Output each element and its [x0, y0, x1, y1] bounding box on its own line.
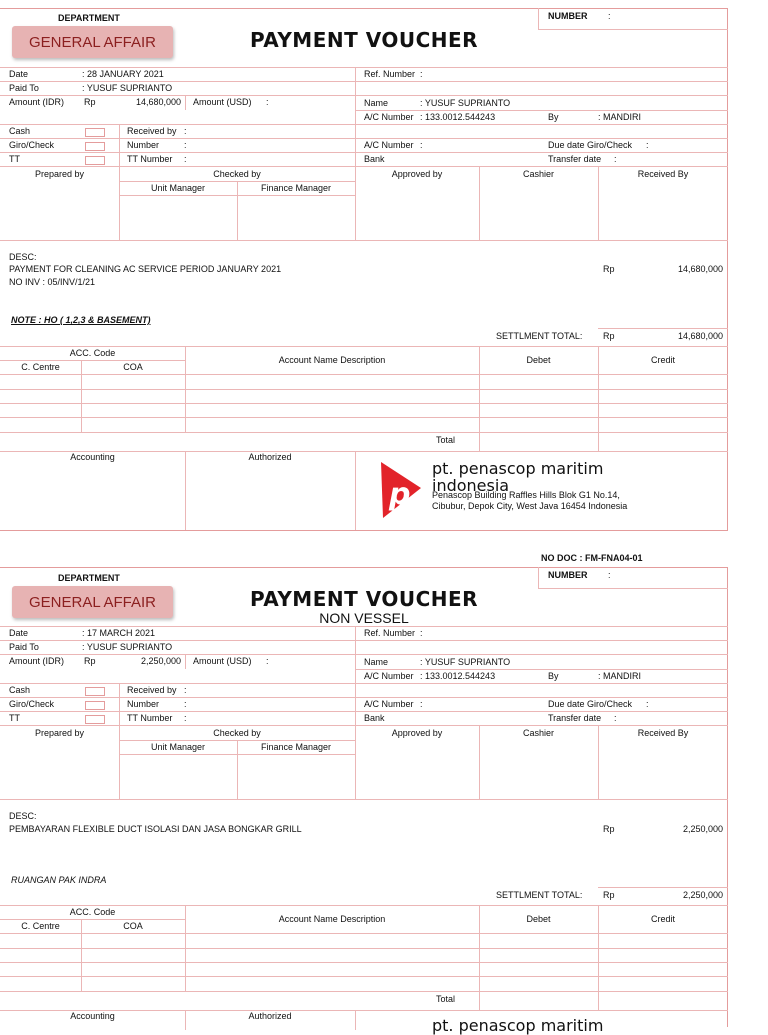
tt-number-value: : — [184, 713, 187, 723]
page-title: PAYMENT VOUCHER — [249, 28, 479, 52]
authorized-label: Authorized — [248, 1011, 292, 1021]
note-text: NOTE : HO ( 1,2,3 & BASEMENT) — [11, 315, 151, 325]
received-by-label: Received by — [127, 126, 177, 136]
tt-checkbox[interactable] — [85, 156, 105, 165]
by-value: : MANDIRI — [598, 671, 642, 681]
department-label: DEPARTMENT — [58, 13, 120, 23]
giro-label: Giro/Check — [9, 140, 55, 150]
ac-number-value: : 133.0012.544243 — [420, 671, 496, 681]
tt-label: TT — [9, 713, 20, 723]
amount-usd-value: : — [266, 97, 269, 107]
total-label: Total — [436, 994, 456, 1004]
amount-idr-value: 2,250,000 — [140, 656, 181, 666]
finance-manager-label: Finance Manager — [260, 742, 332, 752]
ac-number-label: A/C Number — [364, 112, 414, 122]
ac2-value: : — [420, 699, 423, 709]
due-date-label: Due date Giro/Check — [548, 699, 633, 709]
total-label: Total — [436, 435, 456, 445]
desc-amount: 14,680,000 — [677, 264, 723, 274]
amount-currency: Rp — [84, 97, 96, 107]
cashier-label: Cashier — [522, 728, 554, 738]
ac2-value: : — [420, 140, 423, 150]
tt-number-label: TT Number — [127, 154, 173, 164]
desc-line-2: NO INV : 05/INV/1/21 — [9, 277, 96, 287]
company-name: pt. penascop maritim indonesia — [432, 459, 604, 495]
transfer-date-label: Transfer date — [548, 713, 602, 723]
c-centre-header: C. Centre — [21, 921, 60, 931]
department-badge: GENERAL AFFAIR — [12, 586, 173, 618]
transfer-date-value: : — [614, 154, 617, 164]
amount-usd-value: : — [266, 656, 269, 666]
date-value: : 28 JANUARY 2021 — [82, 69, 164, 79]
page-subtitle: NON VESSEL — [319, 610, 409, 626]
amount-idr-label: Amount (IDR) — [9, 656, 65, 666]
number2-value: : — [184, 140, 187, 150]
number-value: : — [608, 11, 611, 21]
credit-header: Credit — [650, 355, 675, 365]
desc-currency: Rp — [603, 264, 615, 274]
by-value: : MANDIRI — [598, 112, 642, 122]
ref-number-value: : — [420, 69, 423, 79]
number-label: NUMBER — [548, 570, 588, 580]
settlement-currency: Rp — [603, 331, 615, 341]
ac2-label: A/C Number — [364, 699, 414, 709]
name-label: Name — [364, 98, 389, 108]
transfer-date-label: Transfer date — [548, 154, 602, 164]
unit-manager-label: Unit Manager — [150, 183, 206, 193]
tt-label: TT — [9, 154, 20, 164]
account-desc-header: Account Name Description — [278, 914, 386, 924]
settlement-amount: 14,680,000 — [677, 331, 723, 341]
payment-voucher-2 — [0, 559, 768, 1035]
number2-label: Number — [127, 140, 160, 150]
ref-number-label: Ref. Number — [364, 69, 416, 79]
c-centre-header: C. Centre — [21, 362, 60, 372]
received-by-value: : — [184, 685, 187, 695]
credit-header: Credit — [650, 914, 675, 924]
bank-label: Bank — [364, 154, 385, 164]
company-logo-icon — [379, 462, 423, 520]
received-by-sig-label: Received By — [637, 728, 689, 738]
coa-header: COA — [123, 362, 143, 372]
accounting-label: Accounting — [70, 452, 115, 462]
due-date-label: Due date Giro/Check — [548, 140, 633, 150]
number-value: : — [608, 570, 611, 580]
company-name: pt. penascop maritim — [432, 1016, 604, 1035]
ref-number-label: Ref. Number — [364, 628, 416, 638]
received-by-label: Received by — [127, 685, 177, 695]
giro-checkbox[interactable] — [85, 701, 105, 710]
amount-usd-label: Amount (USD) — [193, 97, 252, 107]
tt-number-value: : — [184, 154, 187, 164]
finance-manager-label: Finance Manager — [260, 183, 332, 193]
debet-header: Debet — [526, 914, 551, 924]
desc-label: DESC: — [9, 811, 37, 821]
desc-line-1: PEMBAYARAN FLEXIBLE DUCT ISOLASI DAN JASA BONGKAR GRILL — [9, 824, 302, 834]
amount-usd-label: Amount (USD) — [193, 656, 252, 666]
department-label: DEPARTMENT — [58, 573, 120, 583]
date-label: Date — [9, 628, 29, 638]
amount-idr-value: 14,680,000 — [135, 97, 181, 107]
account-desc-header: Account Name Description — [278, 355, 386, 365]
bank-label: Bank — [364, 713, 385, 723]
coa-header: COA — [123, 921, 143, 931]
desc-label: DESC: — [9, 252, 37, 262]
by-label: By — [548, 112, 559, 122]
giro-checkbox[interactable] — [85, 142, 105, 151]
authorized-label: Authorized — [248, 452, 292, 462]
checked-by-label: Checked by — [213, 169, 261, 179]
cash-label: Cash — [9, 685, 31, 695]
number2-label: Number — [127, 699, 160, 709]
due-date-value: : — [646, 140, 649, 150]
paid-to-label: Paid To — [9, 83, 39, 93]
transfer-date-value: : — [614, 713, 617, 723]
acc-code-header: ACC. Code — [69, 907, 116, 917]
department-badge: GENERAL AFFAIR — [12, 26, 173, 58]
settlement-currency: Rp — [603, 890, 615, 900]
acc-code-header: ACC. Code — [69, 348, 116, 358]
cashier-label: Cashier — [522, 169, 554, 179]
number-label: NUMBER — [548, 11, 588, 21]
date-value: : 17 MARCH 2021 — [82, 628, 156, 638]
note-text: RUANGAN PAK INDRA — [11, 875, 107, 885]
desc-currency: Rp — [603, 824, 615, 834]
giro-label: Giro/Check — [9, 699, 55, 709]
desc-amount: 2,250,000 — [682, 824, 723, 834]
ac-number-label: A/C Number — [364, 671, 414, 681]
received-by-value: : — [184, 126, 187, 136]
number2-value: : — [184, 699, 187, 709]
ac-number-value: : 133.0012.544243 — [420, 112, 496, 122]
name-value: : YUSUF SUPRIANTO — [420, 657, 511, 667]
unit-manager-label: Unit Manager — [150, 742, 206, 752]
received-by-sig-label: Received By — [637, 169, 689, 179]
tt-checkbox[interactable] — [85, 715, 105, 724]
approved-by-label: Approved by — [391, 728, 443, 738]
settlement-label: SETTLMENT TOTAL: — [496, 331, 583, 341]
company-address-1: Penascop Building Raffles Hills Blok G1 No.14, — [432, 490, 620, 500]
amount-currency: Rp — [84, 656, 96, 666]
approved-by-label: Approved by — [391, 169, 443, 179]
date-label: Date — [9, 69, 29, 79]
desc-line-1: PAYMENT FOR CLEANING AC SERVICE PERIOD JANUARY 2021 — [9, 264, 282, 274]
settlement-label: SETTLMENT TOTAL: — [496, 890, 583, 900]
due-date-value: : — [646, 699, 649, 709]
doc-number: NO DOC : FM-FNA04-01 — [541, 553, 643, 563]
by-label: By — [548, 671, 559, 681]
paid-to-label: Paid To — [9, 642, 39, 652]
svg-text:p: p — [389, 477, 411, 512]
checked-by-label: Checked by — [213, 728, 261, 738]
cash-checkbox[interactable] — [85, 128, 105, 137]
accounting-label: Accounting — [70, 1011, 115, 1021]
amount-idr-label: Amount (IDR) — [9, 97, 65, 107]
name-value: : YUSUF SUPRIANTO — [420, 98, 511, 108]
tt-number-label: TT Number — [127, 713, 173, 723]
ref-number-value: : — [420, 628, 423, 638]
paid-to-value: : YUSUF SUPRIANTO — [82, 83, 173, 93]
cash-checkbox[interactable] — [85, 687, 105, 696]
settlement-amount: 2,250,000 — [682, 890, 723, 900]
company-address-2: Cibubur, Depok City, West Java 16454 Indonesia — [432, 501, 628, 511]
ac2-label: A/C Number — [364, 140, 414, 150]
cash-label: Cash — [9, 126, 31, 136]
prepared-by-label: Prepared by — [34, 169, 85, 179]
name-label: Name — [364, 657, 389, 667]
debet-header: Debet — [526, 355, 551, 365]
paid-to-value: : YUSUF SUPRIANTO — [82, 642, 173, 652]
page-title: PAYMENT VOUCHER — [249, 587, 479, 611]
prepared-by-label: Prepared by — [34, 728, 85, 738]
